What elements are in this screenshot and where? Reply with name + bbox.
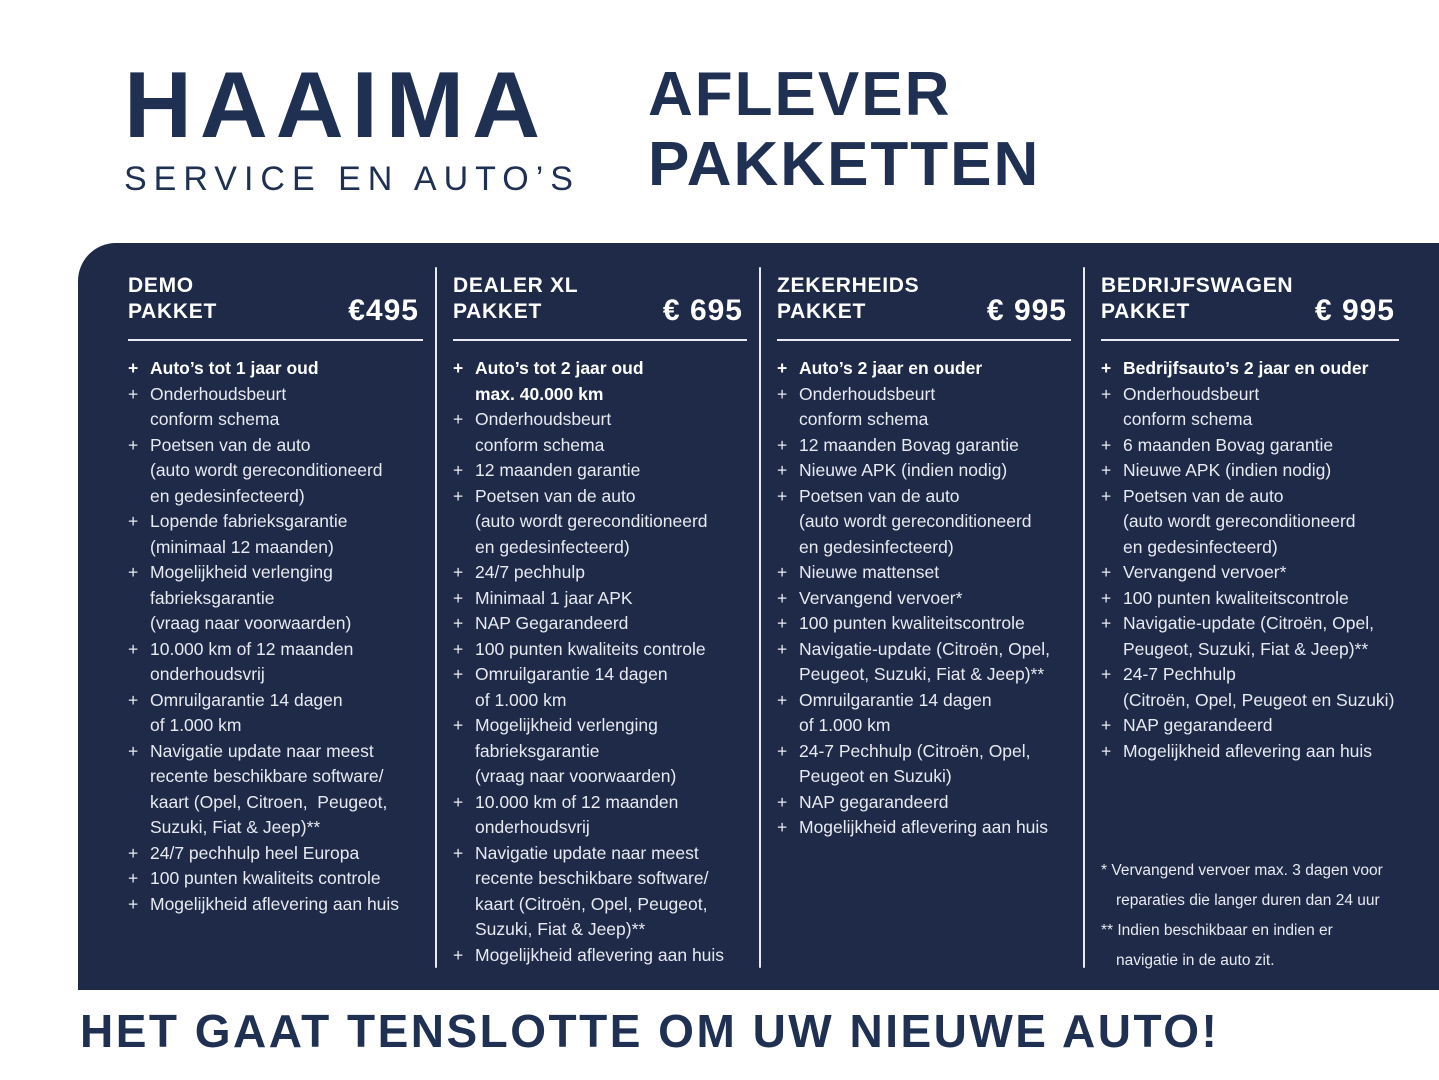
feature-line: 100 punten kwaliteitscontrole: [1123, 587, 1349, 608]
plus-bullet: +: [453, 664, 464, 684]
feature-line: 100 punten kwaliteitscontrole: [799, 613, 1025, 633]
feature-text: [475, 713, 747, 790]
feature-line: of 1.000 km: [799, 715, 891, 735]
package-name-line: DEALER XL: [453, 274, 579, 297]
plus-bullet: +: [453, 485, 464, 506]
feature-text: [1123, 611, 1399, 662]
feature-text: [799, 484, 1071, 561]
feature-line: Omruilgarantie 14 dagen: [799, 689, 992, 710]
feature-line: Nieuwe APK (indien nodig): [799, 460, 1008, 480]
footnote-line: reparaties die langer duren dan 24 uur: [1116, 892, 1380, 909]
package-price: € 695: [662, 294, 743, 327]
feature-line: Peugeot, Suzuki, Fiat & Jeep)**: [1123, 638, 1369, 659]
feature-line: (Citroën, Opel, Peugeot en Suzuki): [1123, 689, 1395, 710]
feature-line: kaart (Opel, Citroen, Peugeot,: [150, 791, 388, 812]
feature-text: [1123, 433, 1399, 459]
feature-text: [1123, 484, 1399, 561]
feature-text: [150, 560, 423, 637]
package-feature: [777, 688, 1071, 739]
plus-bullet: +: [453, 842, 464, 863]
package-feature: [1101, 458, 1399, 484]
package-feature: [453, 790, 747, 841]
feature-text: [799, 688, 1071, 739]
feature-line: 12 maanden Bovag garantie: [799, 434, 1019, 455]
feature-line: (auto wordt gereconditioneerd: [1123, 511, 1356, 531]
package-feature: [1101, 611, 1399, 662]
package-feature: [128, 433, 423, 510]
feature-text: [1123, 662, 1399, 713]
feature-text: [475, 458, 747, 484]
package-feature: [1101, 586, 1399, 612]
package-feature: [128, 637, 423, 688]
plus-bullet: +: [128, 740, 139, 761]
package-feature: [453, 458, 747, 484]
feature-text: [150, 688, 423, 739]
package-feature: [777, 382, 1071, 433]
package-header: [128, 273, 423, 325]
feature-text: [475, 943, 747, 969]
package-feature: [777, 586, 1071, 612]
feature-line: Omruilgarantie 14 dagen: [150, 689, 343, 710]
feature-line: max. 40.000 km: [475, 383, 604, 404]
package-feature: [453, 713, 747, 790]
package-feature: [777, 790, 1071, 816]
feature-line: Omruilgarantie 14 dagen: [475, 664, 668, 684]
header-underline: [453, 339, 747, 341]
brand-logo: [124, 52, 580, 199]
plus-bullet: +: [128, 689, 139, 710]
feature-text: [475, 841, 747, 943]
package-feature: [777, 739, 1071, 790]
feature-line: Mogelijkheid aflevering aan huis: [1123, 740, 1373, 761]
plus-bullet: +: [777, 587, 788, 608]
feature-line: 10.000 km of 12 maanden: [475, 791, 679, 812]
feature-text: [475, 790, 747, 841]
feature-line: conform schema: [475, 434, 605, 455]
package-feature: [777, 484, 1071, 561]
package-feature: [777, 611, 1071, 637]
feature-line: conform schema: [1123, 409, 1253, 429]
feature-line: Navigatie update naar meest: [475, 842, 699, 863]
footnotes: [1101, 856, 1399, 976]
feature-line: Navigatie-update (Citroën, Opel,: [799, 638, 1050, 659]
brand-name: HAAIMA: [124, 52, 548, 157]
package-column: [761, 243, 1083, 990]
feature-text: [799, 815, 1071, 841]
package-name: [453, 273, 578, 325]
plus-bullet: +: [777, 383, 788, 404]
plus-bullet: +: [1101, 358, 1112, 378]
feature-line: Suzuki, Fiat & Jeep)**: [150, 817, 321, 837]
package-name-line: PAKKET: [1101, 300, 1190, 323]
plus-bullet: +: [777, 562, 788, 582]
feature-text: [799, 356, 1071, 382]
feature-text: [150, 841, 423, 867]
feature-text: [150, 866, 423, 892]
plus-bullet: +: [453, 638, 464, 659]
feature-list: [128, 356, 423, 917]
feature-line: Onderhoudsbeurt: [799, 383, 936, 404]
package-feature: [128, 841, 423, 867]
feature-text: [475, 356, 747, 407]
feature-line: (vraag naar voorwaarden): [150, 613, 352, 633]
feature-line: onderhoudsvrij: [150, 664, 265, 684]
package-name-line: BEDRIJFSWAGEN: [1101, 274, 1294, 297]
page-title-line1: AFLEVER: [648, 60, 952, 129]
feature-line: Onderhoudsbeurt: [1123, 383, 1260, 404]
package-price: € 995: [986, 294, 1067, 327]
package-header: [453, 273, 747, 325]
page-title-line2: PAKKETTEN: [648, 130, 1041, 199]
plus-bullet: +: [1101, 383, 1112, 404]
package-feature: [1101, 713, 1399, 739]
package-feature: [777, 637, 1071, 688]
header-underline: [128, 339, 423, 341]
feature-text: [799, 739, 1071, 790]
feature-line: fabrieksgarantie: [150, 587, 275, 608]
feature-text: [1123, 356, 1399, 382]
plus-bullet: +: [777, 460, 788, 480]
plus-bullet: +: [128, 842, 139, 863]
feature-line: 24-7 Pechhulp: [1123, 664, 1236, 684]
footnote-line: ** Indien beschikbaar en indien er: [1101, 922, 1333, 939]
feature-line: (auto wordt gereconditioneerd: [799, 511, 1032, 531]
feature-line: 6 maanden Bovag garantie: [1123, 434, 1334, 455]
package-price: €495: [348, 294, 419, 327]
footnote-line: navigatie in de auto zit.: [1116, 952, 1275, 969]
plus-bullet: +: [453, 613, 464, 633]
feature-line: Nieuwe APK (indien nodig): [1123, 460, 1332, 480]
plus-bullet: +: [1101, 485, 1112, 506]
feature-line: en gedesinfecteerd): [150, 485, 305, 506]
feature-text: [1123, 713, 1399, 739]
feature-text: [1123, 560, 1399, 586]
feature-line: Vervangend vervoer*: [1123, 562, 1287, 582]
feature-line: recente beschikbare software/: [475, 868, 709, 888]
package-feature: [128, 688, 423, 739]
package-feature: [128, 560, 423, 637]
feature-line: en gedesinfecteerd): [475, 536, 630, 557]
feature-line: conform schema: [799, 409, 929, 429]
package-feature: [777, 458, 1071, 484]
plus-bullet: +: [128, 893, 139, 914]
package-feature: [777, 356, 1071, 382]
feature-line: Auto’s 2 jaar en ouder: [799, 358, 983, 378]
plus-bullet: +: [453, 587, 464, 608]
feature-line: Auto’s tot 2 jaar oud: [475, 358, 644, 378]
plus-bullet: +: [1101, 715, 1112, 735]
plus-bullet: +: [1101, 587, 1112, 608]
feature-line: NAP gegarandeerd: [1123, 715, 1273, 735]
plus-bullet: +: [128, 638, 139, 659]
package-name: [1101, 273, 1293, 325]
feature-text: [799, 433, 1071, 459]
feature-line: Minimaal 1 jaar APK: [475, 587, 633, 608]
feature-text: [475, 407, 747, 458]
feature-line: en gedesinfecteerd): [1123, 536, 1278, 557]
feature-list: [453, 356, 747, 968]
package-feature: [128, 382, 423, 433]
feature-text: [475, 560, 747, 586]
package-feature: [777, 433, 1071, 459]
feature-line: NAP gegarandeerd: [799, 791, 949, 812]
footer-tagline: HET GAAT TENSLOTTE OM UW NIEUWE AUTO!: [80, 1005, 1220, 1057]
feature-text: [475, 484, 747, 561]
plus-bullet: +: [128, 434, 139, 455]
plus-bullet: +: [777, 740, 788, 761]
feature-line: Auto’s tot 1 jaar oud: [150, 358, 319, 378]
plus-bullet: +: [777, 638, 788, 659]
feature-line: 24/7 pechhulp heel Europa: [150, 842, 360, 863]
feature-text: [799, 611, 1071, 637]
feature-line: 100 punten kwaliteits controle: [475, 638, 706, 659]
package-feature: [453, 560, 747, 586]
package-column: [1085, 243, 1439, 990]
feature-list: [1101, 356, 1399, 764]
package-feature: [453, 484, 747, 561]
feature-line: 100 punten kwaliteits controle: [150, 868, 381, 888]
feature-text: [475, 637, 747, 663]
brand-tagline: SERVICE EN AUTO’S: [124, 160, 580, 198]
plus-bullet: +: [128, 383, 139, 404]
feature-line: Navigatie-update (Citroën, Opel,: [1123, 613, 1374, 633]
package-feature: [453, 356, 747, 407]
package-feature: [1101, 662, 1399, 713]
plus-bullet: +: [453, 358, 464, 378]
feature-line: NAP Gegarandeerd: [475, 613, 629, 633]
feature-line: fabrieksgarantie: [475, 740, 600, 761]
feature-line: of 1.000 km: [475, 689, 567, 710]
package-feature: [453, 586, 747, 612]
package-feature: [128, 509, 423, 560]
feature-line: Suzuki, Fiat & Jeep)**: [475, 919, 646, 939]
feature-text: [1123, 739, 1399, 765]
feature-line: Mogelijkheid aflevering aan huis: [150, 893, 400, 914]
header-underline: [777, 339, 1071, 341]
feature-list: [777, 356, 1071, 841]
package-feature: [128, 892, 423, 918]
package-feature: [1101, 433, 1399, 459]
plus-bullet: +: [777, 613, 788, 633]
footnote: [1101, 916, 1399, 976]
feature-text: [475, 586, 747, 612]
feature-line: en gedesinfecteerd): [799, 536, 954, 557]
package-name-line: PAKKET: [777, 300, 866, 323]
feature-line: Poetsen van de auto: [799, 485, 960, 506]
plus-bullet: +: [1101, 460, 1112, 480]
plus-bullet: +: [128, 511, 139, 531]
feature-line: Onderhoudsbeurt: [475, 409, 612, 429]
package-column: [437, 243, 759, 990]
feature-text: [150, 433, 423, 510]
feature-text: [799, 560, 1071, 586]
package-feature: [453, 943, 747, 969]
feature-text: [150, 382, 423, 433]
plus-bullet: +: [1101, 562, 1112, 582]
package-feature: [777, 815, 1071, 841]
feature-text: [799, 637, 1071, 688]
feature-line: recente beschikbare software/: [150, 766, 384, 786]
feature-line: (auto wordt gereconditioneerd: [150, 460, 383, 480]
feature-line: Mogelijkheid verlenging: [475, 715, 658, 735]
page-title: [648, 60, 1040, 200]
feature-text: [799, 586, 1071, 612]
package-feature: [453, 407, 747, 458]
feature-line: Peugeot en Suzuki): [799, 766, 952, 786]
feature-line: 12 maanden garantie: [475, 460, 641, 480]
package-header: [777, 273, 1071, 325]
plus-bullet: +: [128, 562, 139, 582]
package-feature: [128, 356, 423, 382]
feature-text: [1123, 458, 1399, 484]
feature-line: (vraag naar voorwaarden): [475, 766, 677, 786]
package-feature: [128, 739, 423, 841]
feature-text: [150, 637, 423, 688]
package-feature: [453, 841, 747, 943]
feature-text: [799, 382, 1071, 433]
feature-line: Nieuwe mattenset: [799, 562, 940, 582]
feature-text: [475, 662, 747, 713]
feature-line: 10.000 km of 12 maanden: [150, 638, 354, 659]
package-feature: [1101, 356, 1399, 382]
package-name-line: PAKKET: [453, 300, 542, 323]
plus-bullet: +: [453, 409, 464, 429]
plus-bullet: +: [777, 791, 788, 812]
feature-line: Vervangend vervoer*: [799, 587, 963, 608]
package-column: [78, 243, 435, 990]
feature-line: Lopende fabrieksgarantie: [150, 511, 348, 531]
feature-line: 24-7 Pechhulp (Citroën, Opel,: [799, 740, 1031, 761]
plus-bullet: +: [1101, 740, 1112, 761]
package-feature: [128, 866, 423, 892]
feature-line: Peugeot, Suzuki, Fiat & Jeep)**: [799, 664, 1045, 684]
package-feature: [1101, 484, 1399, 561]
feature-line: Poetsen van de auto: [1123, 485, 1284, 506]
plus-bullet: +: [128, 868, 139, 888]
plus-bullet: +: [128, 358, 139, 378]
plus-bullet: +: [453, 944, 464, 965]
package-name-line: DEMO: [128, 274, 194, 297]
feature-line: conform schema: [150, 409, 280, 429]
plus-bullet: +: [453, 562, 464, 582]
feature-text: [150, 892, 423, 918]
package-feature: [777, 560, 1071, 586]
feature-text: [150, 739, 423, 841]
header-underline: [1101, 339, 1399, 341]
feature-line: Mogelijkheid aflevering aan huis: [799, 817, 1049, 837]
feature-line: of 1.000 km: [150, 715, 242, 735]
feature-line: Onderhoudsbeurt: [150, 383, 287, 404]
package-feature: [453, 662, 747, 713]
plus-bullet: +: [777, 358, 788, 378]
plus-bullet: +: [453, 791, 464, 812]
package-feature: [1101, 739, 1399, 765]
feature-line: Poetsen van de auto: [475, 485, 636, 506]
plus-bullet: +: [1101, 434, 1112, 455]
feature-line: Bedrijfsauto’s 2 jaar en ouder: [1123, 358, 1369, 378]
plus-bullet: +: [453, 715, 464, 735]
feature-text: [1123, 586, 1399, 612]
footnote-line: * Vervangend vervoer max. 3 dagen voor: [1101, 862, 1383, 879]
plus-bullet: +: [777, 817, 788, 837]
package-header: [1101, 273, 1399, 325]
package-name-line: PAKKET: [128, 300, 217, 323]
feature-line: Mogelijkheid verlenging: [150, 562, 333, 582]
plus-bullet: +: [777, 485, 788, 506]
packages-panel: [78, 243, 1439, 990]
plus-bullet: +: [453, 460, 464, 480]
feature-text: [1123, 382, 1399, 433]
feature-line: (minimaal 12 maanden): [150, 536, 334, 557]
plus-bullet: +: [777, 689, 788, 710]
package-feature: [453, 611, 747, 637]
package-feature: [453, 637, 747, 663]
package-name-line: ZEKERHEIDS: [777, 274, 920, 297]
package-feature: [1101, 382, 1399, 433]
feature-text: [150, 509, 423, 560]
package-name: [128, 273, 217, 325]
feature-text: [799, 790, 1071, 816]
package-price: € 995: [1314, 294, 1395, 327]
feature-text: [799, 458, 1071, 484]
footnote: [1101, 856, 1399, 916]
plus-bullet: +: [1101, 613, 1112, 633]
plus-bullet: +: [1101, 664, 1112, 684]
feature-line: Mogelijkheid aflevering aan huis: [475, 944, 725, 965]
feature-text: [475, 611, 747, 637]
feature-line: kaart (Citroën, Opel, Peugeot,: [475, 893, 708, 914]
package-feature: [1101, 560, 1399, 586]
feature-line: 24/7 pechhulp: [475, 562, 585, 582]
feature-line: onderhoudsvrij: [475, 817, 590, 837]
feature-text: [150, 356, 423, 382]
feature-line: Navigatie update naar meest: [150, 740, 374, 761]
plus-bullet: +: [777, 434, 788, 455]
feature-line: (auto wordt gereconditioneerd: [475, 511, 708, 531]
feature-line: Poetsen van de auto: [150, 434, 311, 455]
package-name: [777, 273, 919, 325]
